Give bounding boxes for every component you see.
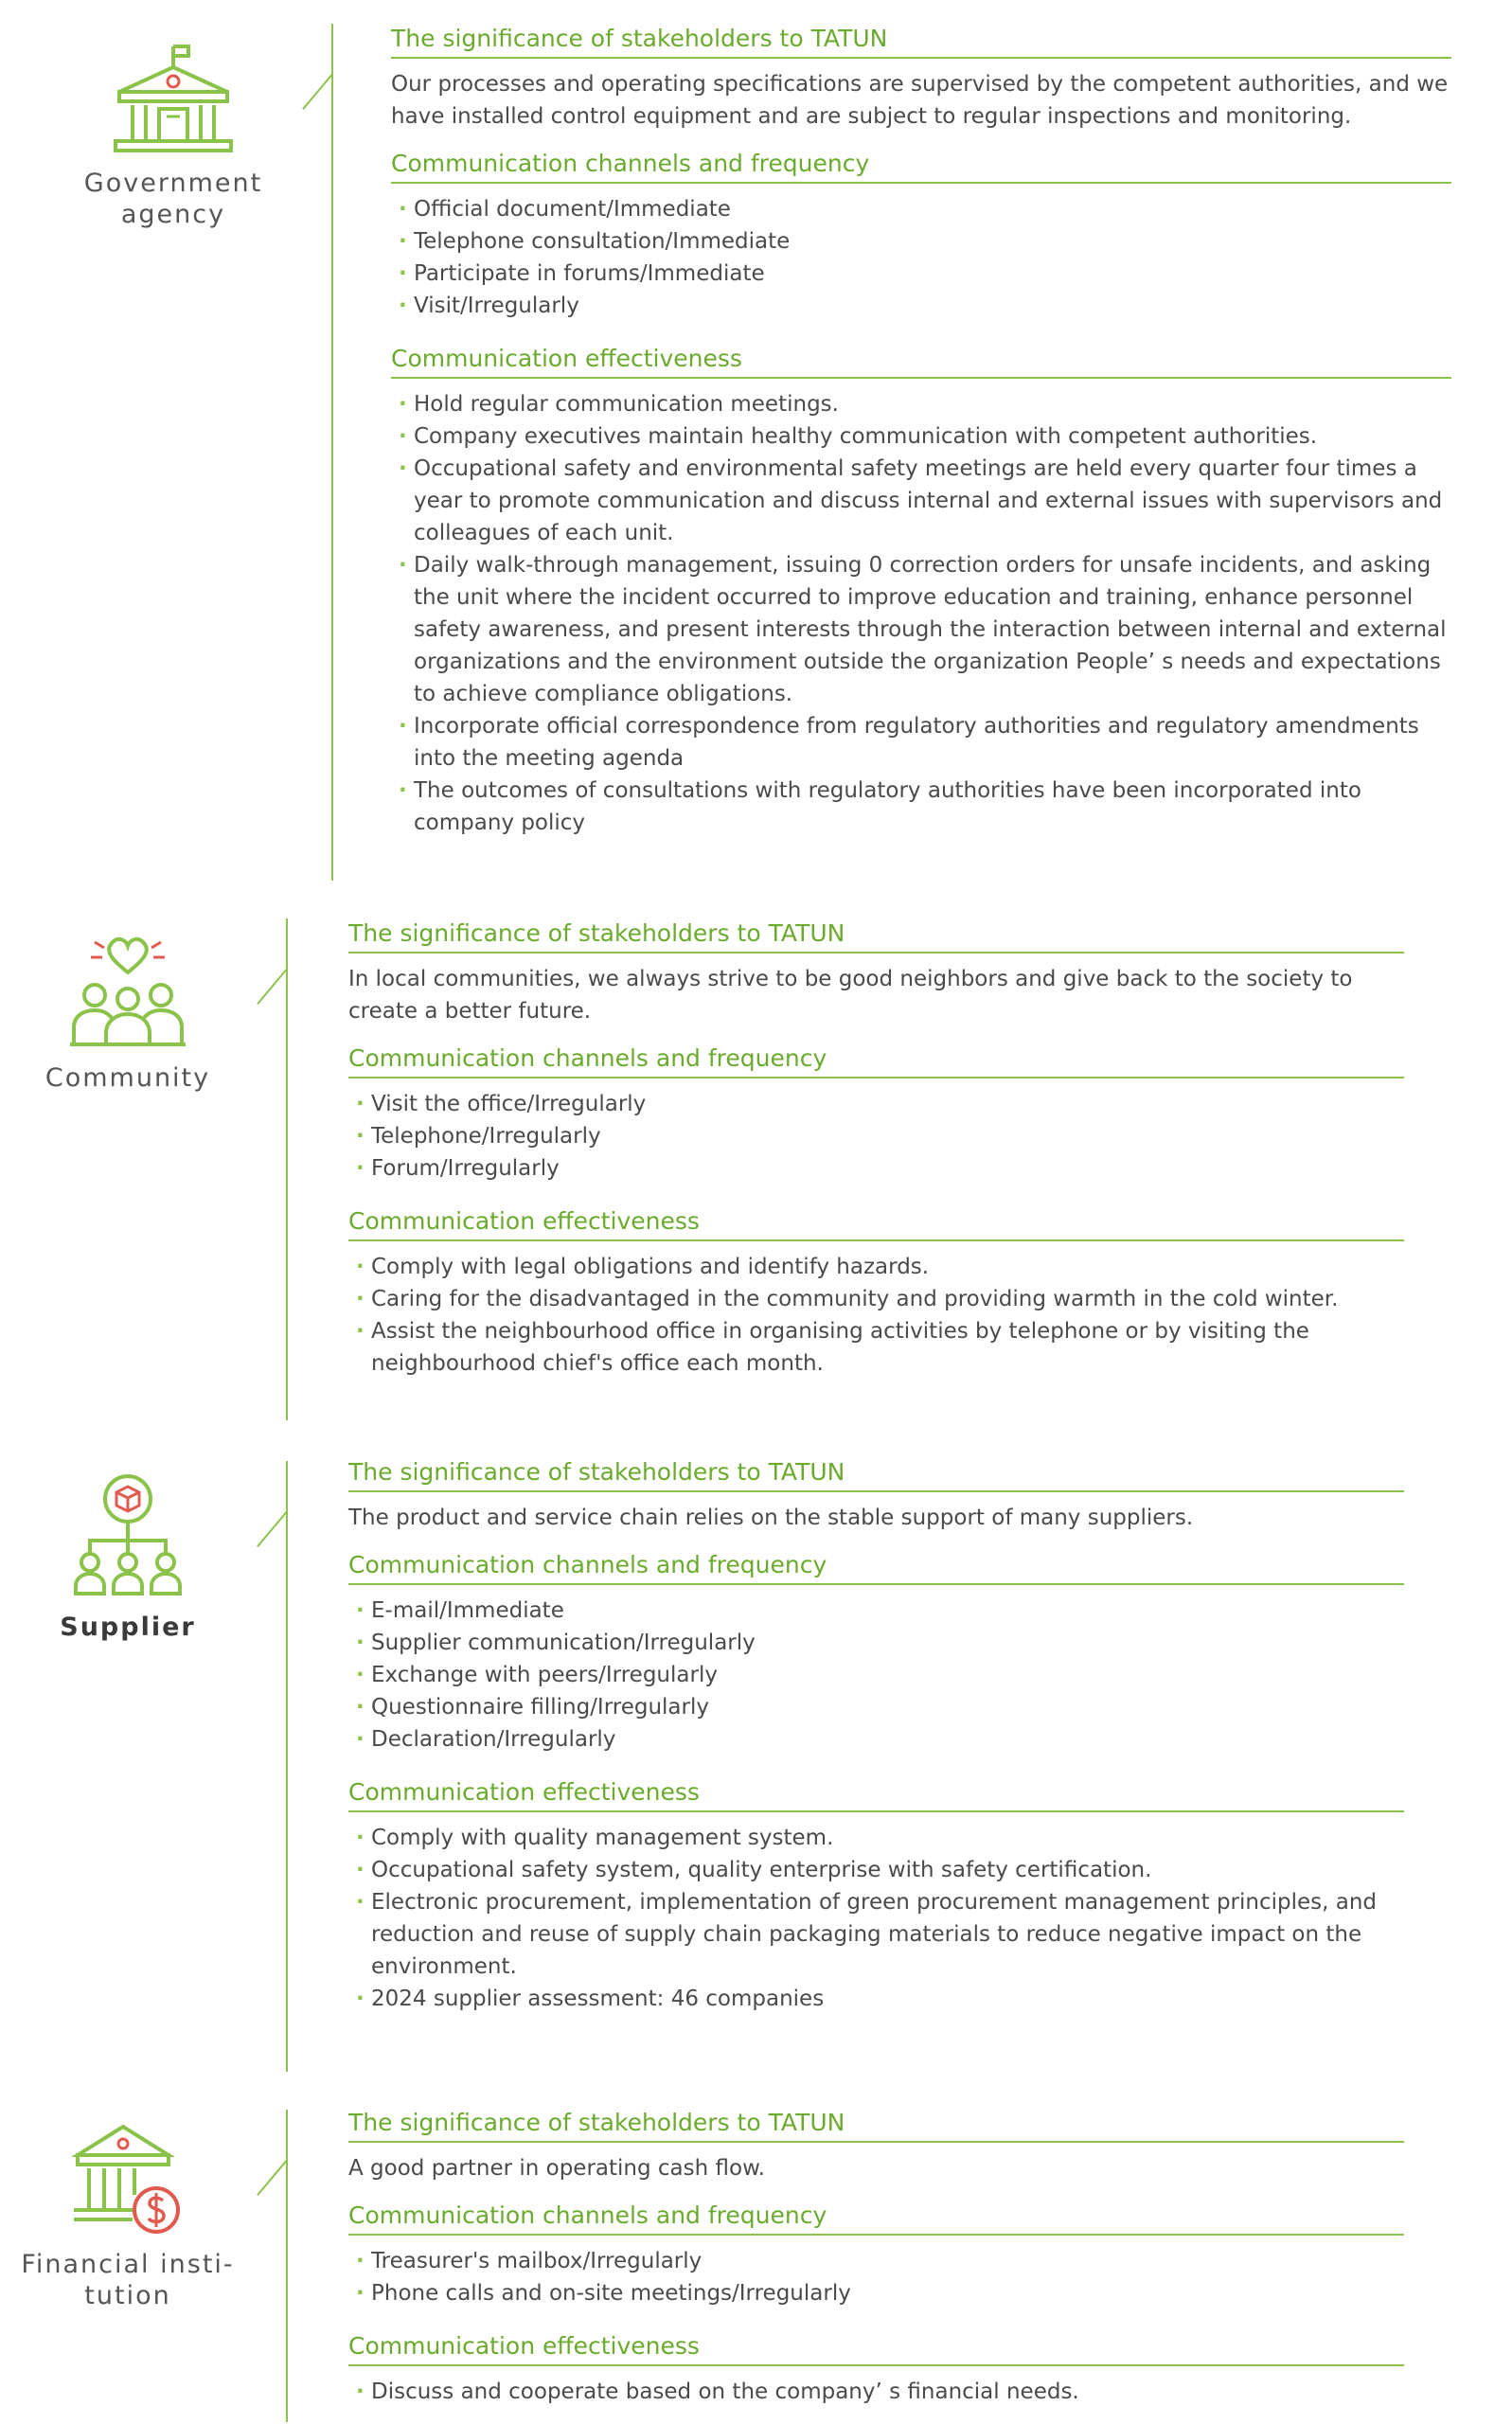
list-item: · Participate in forums/Immediate	[399, 258, 1451, 290]
list-item: · Telephone/Irregularly	[356, 1120, 1404, 1152]
channels-title: Communication channels and frequency	[391, 148, 1451, 184]
community-heart-people-icon	[66, 933, 189, 1051]
divider-tick	[257, 969, 287, 1005]
list-item: · Company executives maintain healthy communication with competent authorities.	[399, 420, 1451, 453]
list-item: · Official document/Immediate	[399, 193, 1451, 225]
significance-title: The significance of stakeholders to TATUN	[348, 918, 1404, 954]
channels-title: Communication channels and frequency	[348, 2200, 1404, 2236]
channels-list	[348, 2245, 1404, 2309]
significance-text: In local communities, we always strive to be good neighbors and give back to the society to create a better future.	[348, 967, 1353, 1024]
list-item: · Comply with quality management system.	[356, 1822, 1404, 1854]
stakeholder-label: Community	[44, 1063, 211, 1093]
effectiveness-list	[391, 388, 1451, 839]
divider-tick	[257, 1511, 287, 1547]
list-item: · Forum/Irregularly	[356, 1152, 1404, 1185]
channels-title: Communication channels and frequency	[348, 1043, 1404, 1078]
list-item: · Hold regular communication meetings.	[399, 388, 1451, 420]
significance-text: The product and service chain relies on the stable support of many suppliers.	[348, 1506, 1194, 1530]
effectiveness-list	[348, 2376, 1404, 2408]
significance-title: The significance of stakeholders to TATUN	[348, 1456, 1404, 1492]
stakeholder-financial-header	[0, 2119, 256, 2311]
stakeholder-supplier-header	[0, 1472, 256, 1643]
list-item: · Visit the office/Irregularly	[356, 1088, 1404, 1120]
significance-text: A good partner in operating cash flow.	[348, 2156, 766, 2181]
list-item: · Discuss and cooperate based on the company’ s financial needs.	[356, 2376, 1404, 2408]
list-item: · 2024 supplier assessment: 46 companies	[356, 1983, 1404, 2015]
significance-title: The significance of stakeholders to TATUN	[348, 2107, 1404, 2143]
effectiveness-title: Communication effectiveness	[348, 1205, 1404, 1241]
stakeholder-content	[391, 23, 1451, 860]
list-item: · Daily walk-through management, issuing 0 correction orders for unsafe incidents, and asking the unit where the incident occurred to improve education and training, enhance personnel safety awareness, and present interests through the interaction between internal and external organizations and the environment outside the organization People’ s needs and expectations to achieve compliance obligations.	[399, 549, 1451, 710]
list-item: · Treasurer's mailbox/Irregularly	[356, 2245, 1404, 2277]
list-item: · Caring for the disadvantaged in the community and providing warmth in the cold winter.	[356, 1283, 1404, 1315]
list-item: · Declaration/Irregularly	[356, 1723, 1404, 1756]
divider-line	[286, 918, 288, 1420]
significance-text: Our processes and operating specifications are supervised by the competent authorities, and we have installed control equipment and are subject to regular inspections and monitoring.	[391, 72, 1449, 129]
divider-line	[286, 1461, 288, 2072]
list-item: · Phone calls and on-site meetings/Irregularly	[356, 2277, 1404, 2309]
stakeholder-label: Government agency	[83, 169, 263, 229]
list-item: · E-mail/Immediate	[356, 1595, 1404, 1627]
list-item: · Visit/Irregularly	[399, 290, 1451, 322]
bank-dollar-icon	[66, 2119, 189, 2237]
list-item: · Electronic procurement, implementation of green procurement management principles, and reduction and reuse of supply chain packaging materials to reduce negative impact on the environment.	[356, 1886, 1404, 1983]
list-item: · Exchange with peers/Irregularly	[356, 1659, 1404, 1691]
list-item: · Supplier communication/Irregularly	[356, 1627, 1404, 1659]
divider-line	[286, 2110, 288, 2422]
stakeholder-content	[348, 1456, 1404, 2036]
list-item: · The outcomes of consultations with regulatory authorities have been incorporated into company policy	[399, 775, 1451, 839]
channels-list	[348, 1595, 1404, 1756]
stakeholder-content	[348, 918, 1404, 1400]
stakeholder-label: Supplier	[60, 1613, 196, 1642]
list-item: · Telephone consultation/Immediate	[399, 225, 1451, 258]
list-item: · Assist the neighbourhood office in organising activities by telephone or by visiting the neighbourhood chief's office each month.	[356, 1315, 1404, 1380]
effectiveness-title: Communication effectiveness	[348, 1776, 1404, 1812]
effectiveness-list	[348, 1822, 1404, 2015]
divider-line	[331, 24, 333, 881]
stakeholder-label: Financial insti-tution	[21, 2250, 235, 2310]
list-item: · Questionnaire filling/Irregularly	[356, 1691, 1404, 1723]
effectiveness-title: Communication effectiveness	[391, 343, 1451, 379]
government-building-icon	[112, 43, 235, 156]
list-item: · Occupational safety system, quality enterprise with safety certification.	[356, 1854, 1404, 1886]
divider-tick	[257, 2160, 287, 2196]
effectiveness-title: Communication effectiveness	[348, 2330, 1404, 2366]
supplier-network-icon	[66, 1472, 189, 1600]
list-item: · Comply with legal obligations and identify hazards.	[356, 1251, 1404, 1283]
list-item: · Occupational safety and environmental safety meetings are held every quarter four times a year to promote communication and discuss internal and external issues with supervisors and colleagues of each unit.	[399, 453, 1451, 549]
stakeholder-community-header	[0, 933, 256, 1094]
stakeholder-content	[348, 2107, 1404, 2408]
divider-tick	[302, 74, 332, 110]
channels-list	[348, 1088, 1404, 1185]
channels-title: Communication channels and frequency	[348, 1549, 1404, 1585]
effectiveness-list	[348, 1251, 1404, 1380]
stakeholder-government-header	[45, 43, 301, 230]
list-item: · Incorporate official correspondence from regulatory authorities and regulatory amendments into the meeting agenda	[399, 710, 1451, 775]
channels-list	[391, 193, 1451, 322]
significance-title: The significance of stakeholders to TATUN	[391, 23, 1451, 59]
